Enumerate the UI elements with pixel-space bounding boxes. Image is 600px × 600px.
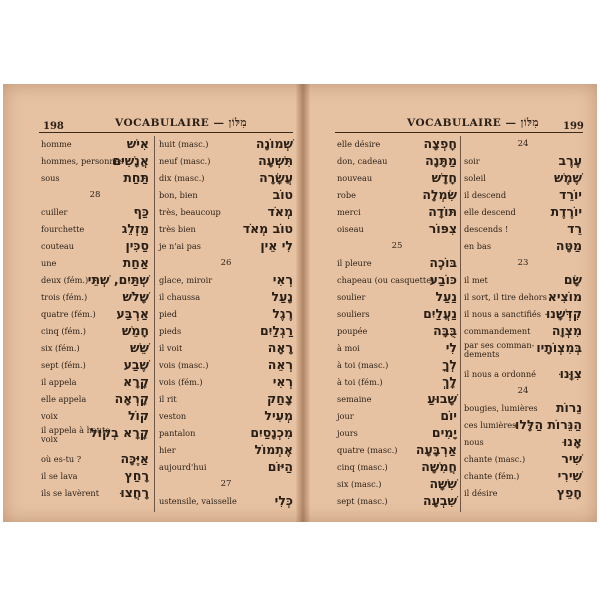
hebrew-word: שִׁירִי (557, 468, 582, 483)
vocab-entry (464, 451, 582, 468)
hebrew-word: קָרָא (123, 374, 149, 389)
vocab-entry (41, 485, 149, 502)
vocab-entry (159, 323, 293, 340)
running-head: VOCABULAIRE — מִלּוֹן (407, 117, 540, 129)
hebrew-word: תּוֹדָה (428, 204, 457, 219)
french-word: vois (masc.) (159, 360, 209, 370)
vocab-entry (41, 255, 149, 272)
hebrew-word: קִדְּשָׁנוּ (546, 306, 582, 321)
vocab-entry (41, 136, 149, 153)
vocab-entry (464, 238, 582, 255)
french-word: huit (masc.) (159, 139, 209, 149)
french-word: sous (41, 173, 60, 183)
hebrew-word: עֶרֶב (558, 153, 582, 168)
hebrew-word: אִישׁ (126, 136, 149, 151)
hebrew-word: שֶׁבַע (123, 357, 149, 372)
french-word: six (masc.) (337, 479, 382, 489)
vocab-entry (337, 204, 457, 221)
hebrew-word: קָרָא בְקוֹל (90, 425, 149, 440)
page-number: 199 (563, 121, 584, 132)
header-rule (39, 132, 293, 133)
vocab-entry (337, 255, 457, 272)
hebrew-word: אַחַת (122, 255, 149, 270)
vocab-entry (41, 374, 149, 391)
french-word: sept (masc.) (337, 496, 388, 506)
french-word: hier (159, 445, 176, 455)
vocab-entry (337, 221, 457, 238)
hebrew-word: שִׁיר (561, 451, 582, 466)
vocab-entry (159, 153, 293, 170)
french-word: souliers (337, 309, 370, 319)
french-word: cinq (masc.) (337, 462, 388, 472)
hebrew-word: הַיּוֹם (267, 459, 293, 474)
vocab-entry (41, 451, 149, 468)
french-word: il se lava (41, 471, 78, 481)
french-word: semaine (337, 394, 372, 404)
vocab-entry (337, 153, 457, 170)
hebrew-word: אָנוּ (562, 434, 582, 449)
french-word: où es-tu ? (41, 454, 82, 464)
french-word: couteau (41, 241, 75, 251)
french-word: neuf (masc.) (159, 156, 211, 166)
vocab-entry (337, 306, 457, 323)
french-word: trois (fém.) (41, 292, 88, 302)
hebrew-word: יוֹרֶדֶת (550, 204, 582, 219)
vocab-entry (159, 136, 293, 153)
french-word: à toi (fém.) (337, 377, 383, 387)
hebrew-word: צָחַק (267, 391, 293, 406)
vocab-entry (159, 221, 293, 238)
french-word: ces lumières (464, 420, 517, 430)
vocab-entry (337, 425, 457, 442)
vocab-entry (464, 340, 582, 366)
hebrew-word: רָחַץ (124, 468, 149, 483)
hebrew-word: חָדָשׁ (431, 170, 457, 185)
hebrew-word: שְׁתַּיִם, שְׁתֵּי (87, 272, 149, 287)
vocab-entry (41, 468, 149, 485)
french-word: il nous a ordonné (464, 369, 537, 379)
vocab-entry (41, 357, 149, 374)
hebrew-word: כְּלִי (274, 493, 293, 508)
french-word: sept (fém.) (41, 360, 86, 370)
vocab-entry (337, 493, 457, 510)
vocab-entry (464, 204, 582, 221)
french-word: bougies, lumières (464, 403, 538, 413)
hebrew-word: תִּשְׁעָה (258, 153, 293, 168)
french-word: veston (159, 411, 187, 421)
french-word: commandement (464, 326, 531, 336)
vocab-entry (159, 204, 293, 221)
french-word: il pleure (337, 258, 372, 268)
vocab-entry (159, 408, 293, 425)
hebrew-word: לָךְ (442, 374, 457, 389)
vocab-entry (159, 238, 293, 255)
vocab-entry (41, 272, 149, 289)
hebrew-word: רָחֲצוּ (120, 485, 149, 500)
vocab-entry (464, 170, 582, 187)
hebrew-word: לִי אֵין (260, 238, 293, 253)
vocab-entry (337, 136, 457, 153)
hebrew-word: יָמִים (431, 425, 457, 440)
french-word: pieds (159, 326, 182, 336)
lesson-number: 26 (220, 258, 232, 268)
vocab-entry (464, 366, 582, 383)
hebrew-word: צִוָּנוּ (559, 366, 582, 381)
vocab-entry (464, 289, 582, 306)
vocab-entry (337, 170, 457, 187)
french-word: jours (337, 428, 358, 438)
column-divider (460, 136, 461, 512)
french-word: il appela à haute voix (41, 425, 111, 444)
vocab-entry (41, 204, 149, 221)
lesson-number: 24 (517, 386, 529, 396)
hebrew-word: רֵד (567, 221, 582, 236)
french-word: très bien (159, 224, 196, 234)
hebrew-word: אַיֶּכָּה (120, 451, 149, 466)
vocab-entry (159, 442, 293, 459)
hebrew-word: רַגְלַיִם (259, 323, 293, 338)
vocab-entry (159, 374, 293, 391)
left-page (3, 84, 299, 522)
hebrew-word: מוֹצִיא (547, 289, 582, 304)
hebrew-word: בּוֹכֶה (429, 255, 457, 270)
vocab-entry (337, 357, 457, 374)
column-divider (154, 136, 155, 512)
hebrew-word: שִׂמְלָה (422, 187, 457, 202)
french-word: descends ! (464, 224, 509, 234)
french-word: à toi (masc.) (337, 360, 389, 370)
vocab-entry (464, 153, 582, 170)
french-word: bon, bien (159, 190, 198, 200)
hebrew-word: נֵרוֹת (555, 400, 582, 415)
vocab-entry (337, 374, 457, 391)
hebrew-word: טוֹב מְאֹד (242, 221, 293, 236)
vocab-entry (337, 187, 457, 204)
vocab-entry (337, 272, 457, 289)
hebrew-word: עֲשָׂרָה (259, 170, 293, 185)
vocab-entry (159, 391, 293, 408)
french-word: ils se lavèrent (41, 488, 99, 498)
french-word: chante (fém.) (464, 471, 520, 481)
hebrew-word: רְאִי (272, 272, 293, 287)
hebrew-word: יוֹרֵד (559, 187, 582, 202)
french-word: soir (464, 156, 480, 166)
french-word: il sort, il tire dehors (464, 292, 547, 302)
french-word: chapeau (ou casquette) (337, 275, 435, 285)
french-word: six (fém.) (41, 343, 80, 353)
hebrew-word: יוֹם (440, 408, 457, 423)
french-word: quatre (fém.) (41, 309, 96, 319)
french-word: chante (masc.) (464, 454, 526, 464)
french-word: oiseau (337, 224, 364, 234)
hebrew-word: סַכִּין (125, 238, 149, 253)
hebrew-word: אַרְבָּעָה (415, 442, 457, 457)
vocab-entry (337, 476, 457, 493)
running-head: VOCABULAIRE — מִלּוֹן (115, 117, 248, 129)
vocab-entry (337, 340, 457, 357)
french-word: robe (337, 190, 356, 200)
vocab-entry (41, 323, 149, 340)
hebrew-word: מִצְוָה (551, 323, 582, 338)
vocab-entry (464, 306, 582, 323)
vocab-entry (337, 459, 457, 476)
hebrew-word: קָרְאָה (114, 391, 149, 406)
hebrew-word: מַטָּה (555, 238, 582, 253)
hebrew-word: תַּחַת (123, 170, 149, 185)
hebrew-word: חֲמִשָּׁה (421, 459, 457, 474)
hebrew-word: מַתָּנָה (425, 153, 457, 168)
vocab-entry (41, 153, 149, 170)
hebrew-word: מְאֹד (267, 204, 293, 219)
vocab-entry (464, 485, 582, 502)
hebrew-word: בְּמִצְוֹתָיו (536, 340, 582, 355)
hebrew-word: כַּף (133, 204, 149, 219)
vocab-entry (464, 434, 582, 451)
vocab-entry (41, 306, 149, 323)
hebrew-word: קוֹל (127, 408, 149, 423)
french-word: en bas (464, 241, 492, 251)
hebrew-word: חָפֵץ (556, 485, 582, 500)
french-word: glace, miroir (159, 275, 213, 285)
vocab-entry (337, 408, 457, 425)
french-word: aujourd'hui (159, 462, 207, 472)
french-word: il chaussa (159, 292, 201, 302)
lesson-number: 25 (391, 241, 403, 251)
vocab-entry (41, 238, 149, 255)
french-word: pantalon (159, 428, 196, 438)
hebrew-word: צִפּוֹר (428, 221, 457, 236)
french-word: elle appela (41, 394, 87, 404)
hebrew-word: נַעַל (435, 289, 457, 304)
french-word: homme (41, 139, 72, 149)
french-word: merci (337, 207, 361, 217)
vocab-entry (159, 357, 293, 374)
french-word: je n'ai pas (159, 241, 201, 251)
french-word: très, beaucoup (159, 207, 221, 217)
hebrew-word: טוֹב (272, 187, 293, 202)
right-page-column-2 (464, 136, 582, 502)
hebrew-word: שֶׁמֶשׁ (553, 170, 582, 185)
vocab-entry (464, 400, 582, 417)
french-word: par ses comman- dements (464, 340, 535, 359)
vocab-entry (464, 187, 582, 204)
french-word: quatre (masc.) (337, 445, 398, 455)
hebrew-word: שָׁבוּעַ (427, 391, 457, 406)
right-page (307, 84, 597, 522)
hebrew-word: מִכְנָסַיִם (250, 425, 293, 440)
french-word: jour (337, 411, 354, 421)
hebrew-word: כּוֹבַע (429, 272, 457, 287)
vocab-entry (464, 468, 582, 485)
hebrew-word: שֵׁשׁ (130, 340, 149, 355)
vocab-entry (41, 170, 149, 187)
french-word: fourchette (41, 224, 85, 234)
french-word: une (41, 258, 57, 268)
vocab-entry (337, 289, 457, 306)
open-book (3, 84, 597, 522)
hebrew-word: לִי (445, 340, 457, 355)
vocab-entry (337, 442, 457, 459)
hebrew-word: לְךָ (442, 357, 457, 372)
left-page-column-2 (159, 136, 293, 510)
page-number: 198 (43, 121, 64, 132)
vocab-entry (464, 417, 582, 434)
vocab-entry (41, 391, 149, 408)
vocab-entry (41, 340, 149, 357)
french-word: pied (159, 309, 177, 319)
vocab-entry (337, 391, 457, 408)
hebrew-word: אַרְבַּע (116, 306, 149, 321)
hebrew-word: בֻּבָּה (433, 323, 457, 338)
vocab-entry (464, 272, 582, 289)
vocab-entry (464, 323, 582, 340)
french-word: don, cadeau (337, 156, 388, 166)
vocab-entry (159, 187, 293, 204)
french-word: deux (fém.) (41, 275, 89, 285)
french-word: il voit (159, 343, 183, 353)
french-word: elle désire (337, 139, 381, 149)
french-word: à moi (337, 343, 360, 353)
vocab-entry (41, 221, 149, 238)
hebrew-word: מְעִיל (264, 408, 293, 423)
hebrew-word: שִׁשָּׁה (429, 476, 457, 491)
vocab-entry (159, 289, 293, 306)
lesson-number: 28 (89, 190, 101, 200)
vocab-entry (464, 221, 582, 238)
french-word: cinq (fém.) (41, 326, 86, 336)
vocab-entry (41, 425, 149, 451)
hebrew-word: שָׂם (563, 272, 582, 287)
french-word: il désire (464, 488, 498, 498)
lesson-number: 23 (517, 258, 529, 268)
vocab-entry (159, 272, 293, 289)
french-word: soulier (337, 292, 366, 302)
hebrew-word: רְאֵה (267, 357, 293, 372)
french-word: nouveau (337, 173, 373, 183)
vocab-entry (159, 340, 293, 357)
hebrew-word: נָעַל (271, 289, 293, 304)
vocab-entry (159, 170, 293, 187)
french-word: dix (masc.) (159, 173, 205, 183)
lesson-number: 24 (517, 139, 529, 149)
french-word: il appela (41, 377, 77, 387)
vocab-entry (159, 493, 293, 510)
right-page-column-1 (337, 136, 457, 510)
hebrew-word: הַנֵּרוֹת הַלָּלוּ (515, 417, 582, 432)
vocab-entry (159, 425, 293, 442)
hebrew-word: שָׁלֹשׁ (122, 289, 149, 304)
vocab-entry (159, 306, 293, 323)
header-rule (335, 132, 583, 133)
vocab-entry (41, 408, 149, 425)
hebrew-word: שְׁמוֹנָה (255, 136, 293, 151)
hebrew-word: שִׁבְעָה (423, 493, 457, 508)
french-word: ustensile, vaisselle (159, 496, 237, 506)
vocab-entry (41, 289, 149, 306)
french-word: soleil (464, 173, 486, 183)
french-word: cuiller (41, 207, 68, 217)
hebrew-word: אֲנָשִׁים (112, 153, 149, 168)
hebrew-word: רָאָה (267, 340, 293, 355)
french-word: il rit (159, 394, 177, 404)
french-word: voix (41, 411, 58, 421)
vocab-entry (337, 323, 457, 340)
hebrew-word: רְאִי (272, 374, 293, 389)
vocab-entry (159, 459, 293, 476)
hebrew-word: חָפְצָה (423, 136, 457, 151)
hebrew-word: חָמֵשׁ (121, 323, 149, 338)
french-word: poupée (337, 326, 368, 336)
hebrew-word: מַזְלֵג (121, 221, 149, 236)
french-word: il nous a sanctifiés (464, 309, 541, 319)
french-word: il met (464, 275, 488, 285)
hebrew-word: אֶתְמוֹל (254, 442, 293, 457)
french-word: il descend (464, 190, 507, 200)
hebrew-word: רֶגֶל (272, 306, 293, 321)
french-word: nous (464, 437, 484, 447)
left-page-column-1 (41, 136, 149, 502)
lesson-number: 27 (220, 479, 232, 489)
french-word: hommes, personnes (41, 156, 124, 166)
french-word: vois (fém.) (159, 377, 203, 387)
french-word: elle descend (464, 207, 516, 217)
hebrew-word: נַעֲלַיִם (423, 306, 457, 321)
